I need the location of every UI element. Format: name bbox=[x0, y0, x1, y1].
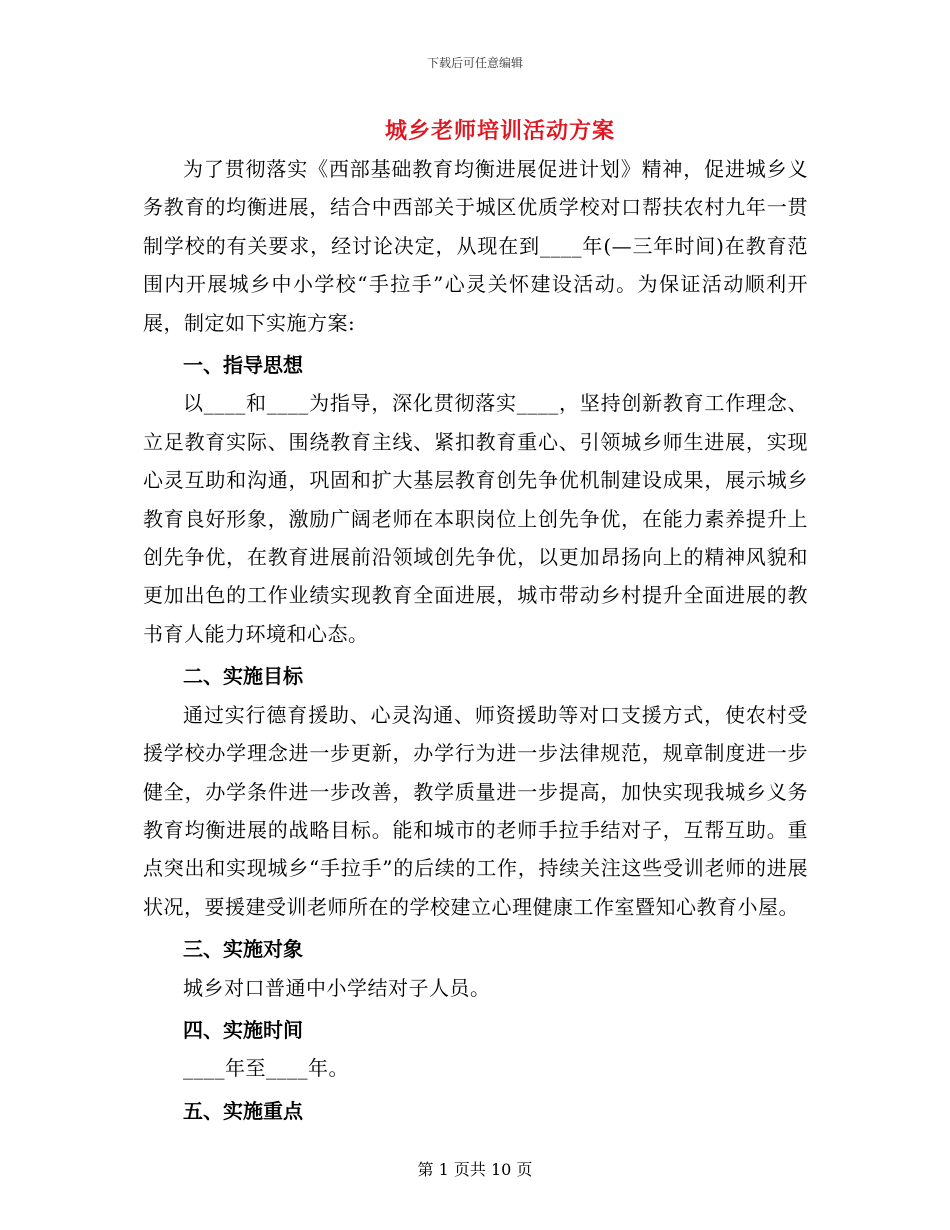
page-header-note: 下载后可任意编辑 bbox=[426, 56, 523, 70]
goals-paragraph: 通过实行德育援助、心灵沟通、师资援助等对口支援方式，使农村受援学校办学理念进一步更新，办学行为进一步法律规范，规章制度进一步健全，办学条件进一步改善，教学质量进一步提高，加快实现我城乡义务教育均衡进展的战略目标。能和城市的老师手拉手结对子，互帮互助。重点突出和实现城乡“手拉手”的后续的工作，持续关注这些受训老师的进展状况，要援建受训老师所在的学校建立心理健康工作室暨知心教育小屋。 bbox=[143, 702, 808, 919]
heading-focus: 五、实施重点 bbox=[183, 1098, 303, 1123]
time-paragraph: ____年至____年。 bbox=[183, 1056, 349, 1081]
page-footer-number: 第 1 页共 10 页 bbox=[417, 1160, 533, 1179]
document-title: 城乡老师培训活动方案 bbox=[384, 119, 615, 144]
heading-time: 四、实施时间 bbox=[183, 1017, 303, 1042]
heading-targets: 三、实施对象 bbox=[183, 937, 303, 962]
guiding-ideology-paragraph: 以____和____为指导，深化贯彻落实____，坚持创新教育工作理念、立足教育实际、围绕教育主线、紧扣教育重心、引领城乡师生进展，实现心灵互助和沟通，巩固和扩大基层教育创先争优机制建设成果，展示城乡教育良好形象，激励广阔老师在本职岗位上创先争优，在能力素养提升上创先争优，在教育进展前沿领域创先争优，以更加昂扬向上的精神风貌和更加出色的工作业绩实现教育全面进展，城市带动乡村提升全面进展的教书育人能力环境和心态。 bbox=[143, 391, 808, 646]
targets-paragraph: 城乡对口普通中小学结对子人员。 bbox=[183, 975, 491, 1000]
document-body bbox=[143, 150, 808, 1130]
heading-goals: 二、实施目标 bbox=[183, 664, 303, 689]
intro-paragraph: 为了贯彻落实《西部基础教育均衡进展促进计划》精神，促进城乡义务教育的均衡进展，结合中西部关于城区优质学校对口帮扶农村九年一贯制学校的有关要求，经讨论决定，从现在到____年(—三年时间)在教育范围内开展城乡中小学校“手拉手”心灵关怀建设活动。为保证活动顺利开展，制定如下实施方案: bbox=[143, 157, 808, 335]
heading-guiding-ideology: 一、指导思想 bbox=[183, 353, 303, 378]
